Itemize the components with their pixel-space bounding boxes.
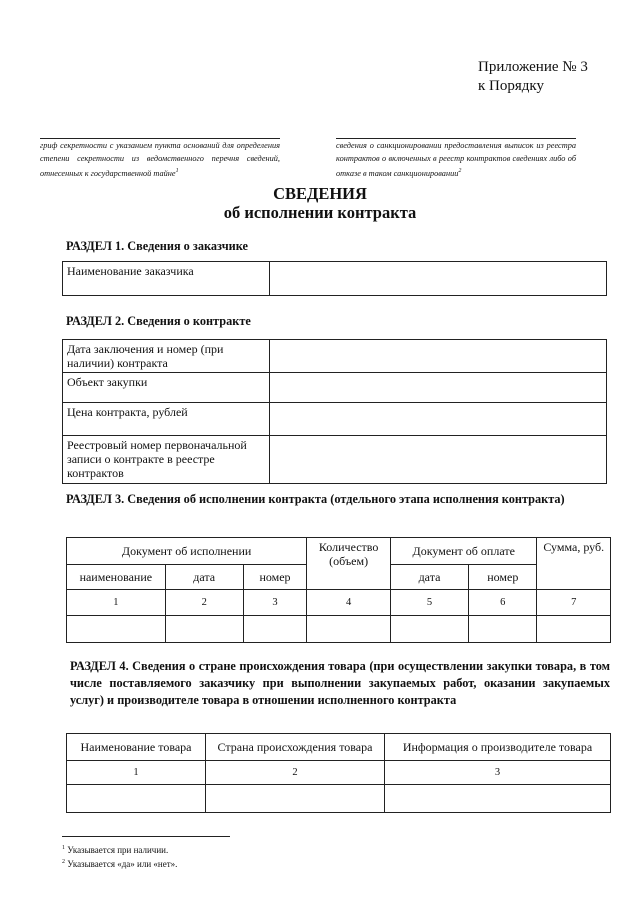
footnote-text: Указывается при наличии. — [67, 845, 169, 855]
table-row — [67, 734, 611, 761]
footnote-1 — [62, 842, 168, 856]
contract-date-value[interactable] — [270, 340, 607, 373]
execution-document-header: Документ об исполнении — [67, 538, 307, 565]
table-cell[interactable] — [243, 616, 307, 643]
quantity-header: Количество (объем) — [307, 538, 391, 590]
footnote-separator — [62, 836, 230, 837]
contract-price-label: Цена контракта, рублей — [63, 403, 270, 436]
section-2-heading: РАЗДЕЛ 2. Сведения о контракте — [66, 314, 251, 328]
column-number: 6 — [469, 590, 537, 616]
contract-table — [62, 339, 607, 484]
customer-name-label: Наименование заказчика — [63, 262, 270, 296]
table-row — [67, 590, 611, 616]
table-row — [63, 436, 607, 484]
column-number: 3 — [243, 590, 307, 616]
table-row — [63, 340, 607, 373]
registry-number-label: Реестровый номер первоначальной записи о контракте в реестре контрактов — [63, 436, 270, 484]
table-row — [67, 538, 611, 565]
table-row — [63, 373, 607, 403]
doc-name-header: наименование — [67, 565, 166, 590]
document-title — [0, 184, 640, 222]
column-number: 3 — [385, 761, 611, 785]
table-cell[interactable] — [67, 616, 166, 643]
table-row — [63, 262, 607, 296]
column-number: 2 — [165, 590, 243, 616]
origin-table — [66, 733, 611, 813]
footnote-2 — [62, 856, 177, 870]
contract-date-label: Дата заключения и номер (при наличии) контракта — [63, 340, 270, 373]
sanction-info-caption: сведения о санкционировании предоставления выписок из реестра контрактов о включенных в реестр контрактов сведениях либо об отказе в таком санкционировании$^2$ — [336, 141, 576, 178]
doc-number-header: номер — [243, 565, 307, 590]
sum-header: Сумма, руб. — [537, 538, 611, 590]
manufacturer-info-header: Информация о производителе товара — [385, 734, 611, 761]
table-row — [67, 761, 611, 785]
table-cell[interactable] — [206, 785, 385, 813]
appendix-label — [478, 58, 588, 96]
table-cell[interactable] — [307, 616, 391, 643]
section-1-heading: РАЗДЕЛ 1. Сведения о заказчике — [66, 239, 248, 253]
footnote-ref-1: 1 — [175, 168, 179, 174]
pay-number-header: номер — [469, 565, 537, 590]
title-line-2: об исполнении контракта — [223, 203, 417, 222]
appendix-line-2: к Порядку — [478, 78, 544, 94]
customer-name-value[interactable] — [270, 262, 607, 296]
origin-country-header: Страна происхождения товара — [206, 734, 385, 761]
footnote-mark: 1 — [62, 845, 65, 851]
doc-date-header: дата — [165, 565, 243, 590]
column-number: 1 — [67, 761, 206, 785]
pay-date-header: дата — [390, 565, 468, 590]
column-number: 5 — [390, 590, 468, 616]
security-classification-line — [40, 138, 280, 139]
payment-document-header: Документ об оплате — [390, 538, 537, 565]
section-4-heading: РАЗДЕЛ 4. Сведения о стране происхождения товара (при осуществлении закупки товара, в том числе поставляемого заказчику при выполнении закупаемых работ, оказании закупаемых услуг) и производителе товара в отношении исполненного контракта — [70, 659, 610, 707]
column-number: 7 — [537, 590, 611, 616]
procurement-object-value[interactable] — [270, 373, 607, 403]
column-number: 4 — [307, 590, 391, 616]
registry-number-value[interactable] — [270, 436, 607, 484]
table-row — [63, 403, 607, 436]
table-cell[interactable] — [385, 785, 611, 813]
appendix-line-1: Приложение № 3 — [478, 59, 588, 75]
footnote-text: Указывается «да» или «нет». — [67, 859, 178, 869]
procurement-object-label: Объект закупки — [63, 373, 270, 403]
table-row — [67, 785, 611, 813]
column-number: 1 — [67, 590, 166, 616]
table-cell[interactable] — [67, 785, 206, 813]
title-line-1: СВЕДЕНИЯ — [273, 184, 367, 203]
contract-price-value[interactable] — [270, 403, 607, 436]
sanction-info-line — [336, 138, 576, 139]
customer-table — [62, 261, 607, 296]
column-number: 2 — [206, 761, 385, 785]
footnote-mark: 2 — [62, 859, 65, 865]
table-row — [67, 616, 611, 643]
security-classification-caption: гриф секретности с указанием пункта оснований для определения степени секретности из ведомственного перечня сведений, отнесенных к государственной тайне$^1$ — [40, 141, 280, 178]
table-cell[interactable] — [537, 616, 611, 643]
execution-table — [66, 537, 611, 643]
table-cell[interactable] — [469, 616, 537, 643]
table-cell[interactable] — [165, 616, 243, 643]
section-3-heading: РАЗДЕЛ 3. Сведения об исполнении контракта (отдельного этапа исполнения контракта) — [66, 492, 565, 506]
goods-name-header: Наименование товара — [67, 734, 206, 761]
footnote-ref-2: 2 — [458, 168, 462, 174]
table-cell[interactable] — [390, 616, 468, 643]
